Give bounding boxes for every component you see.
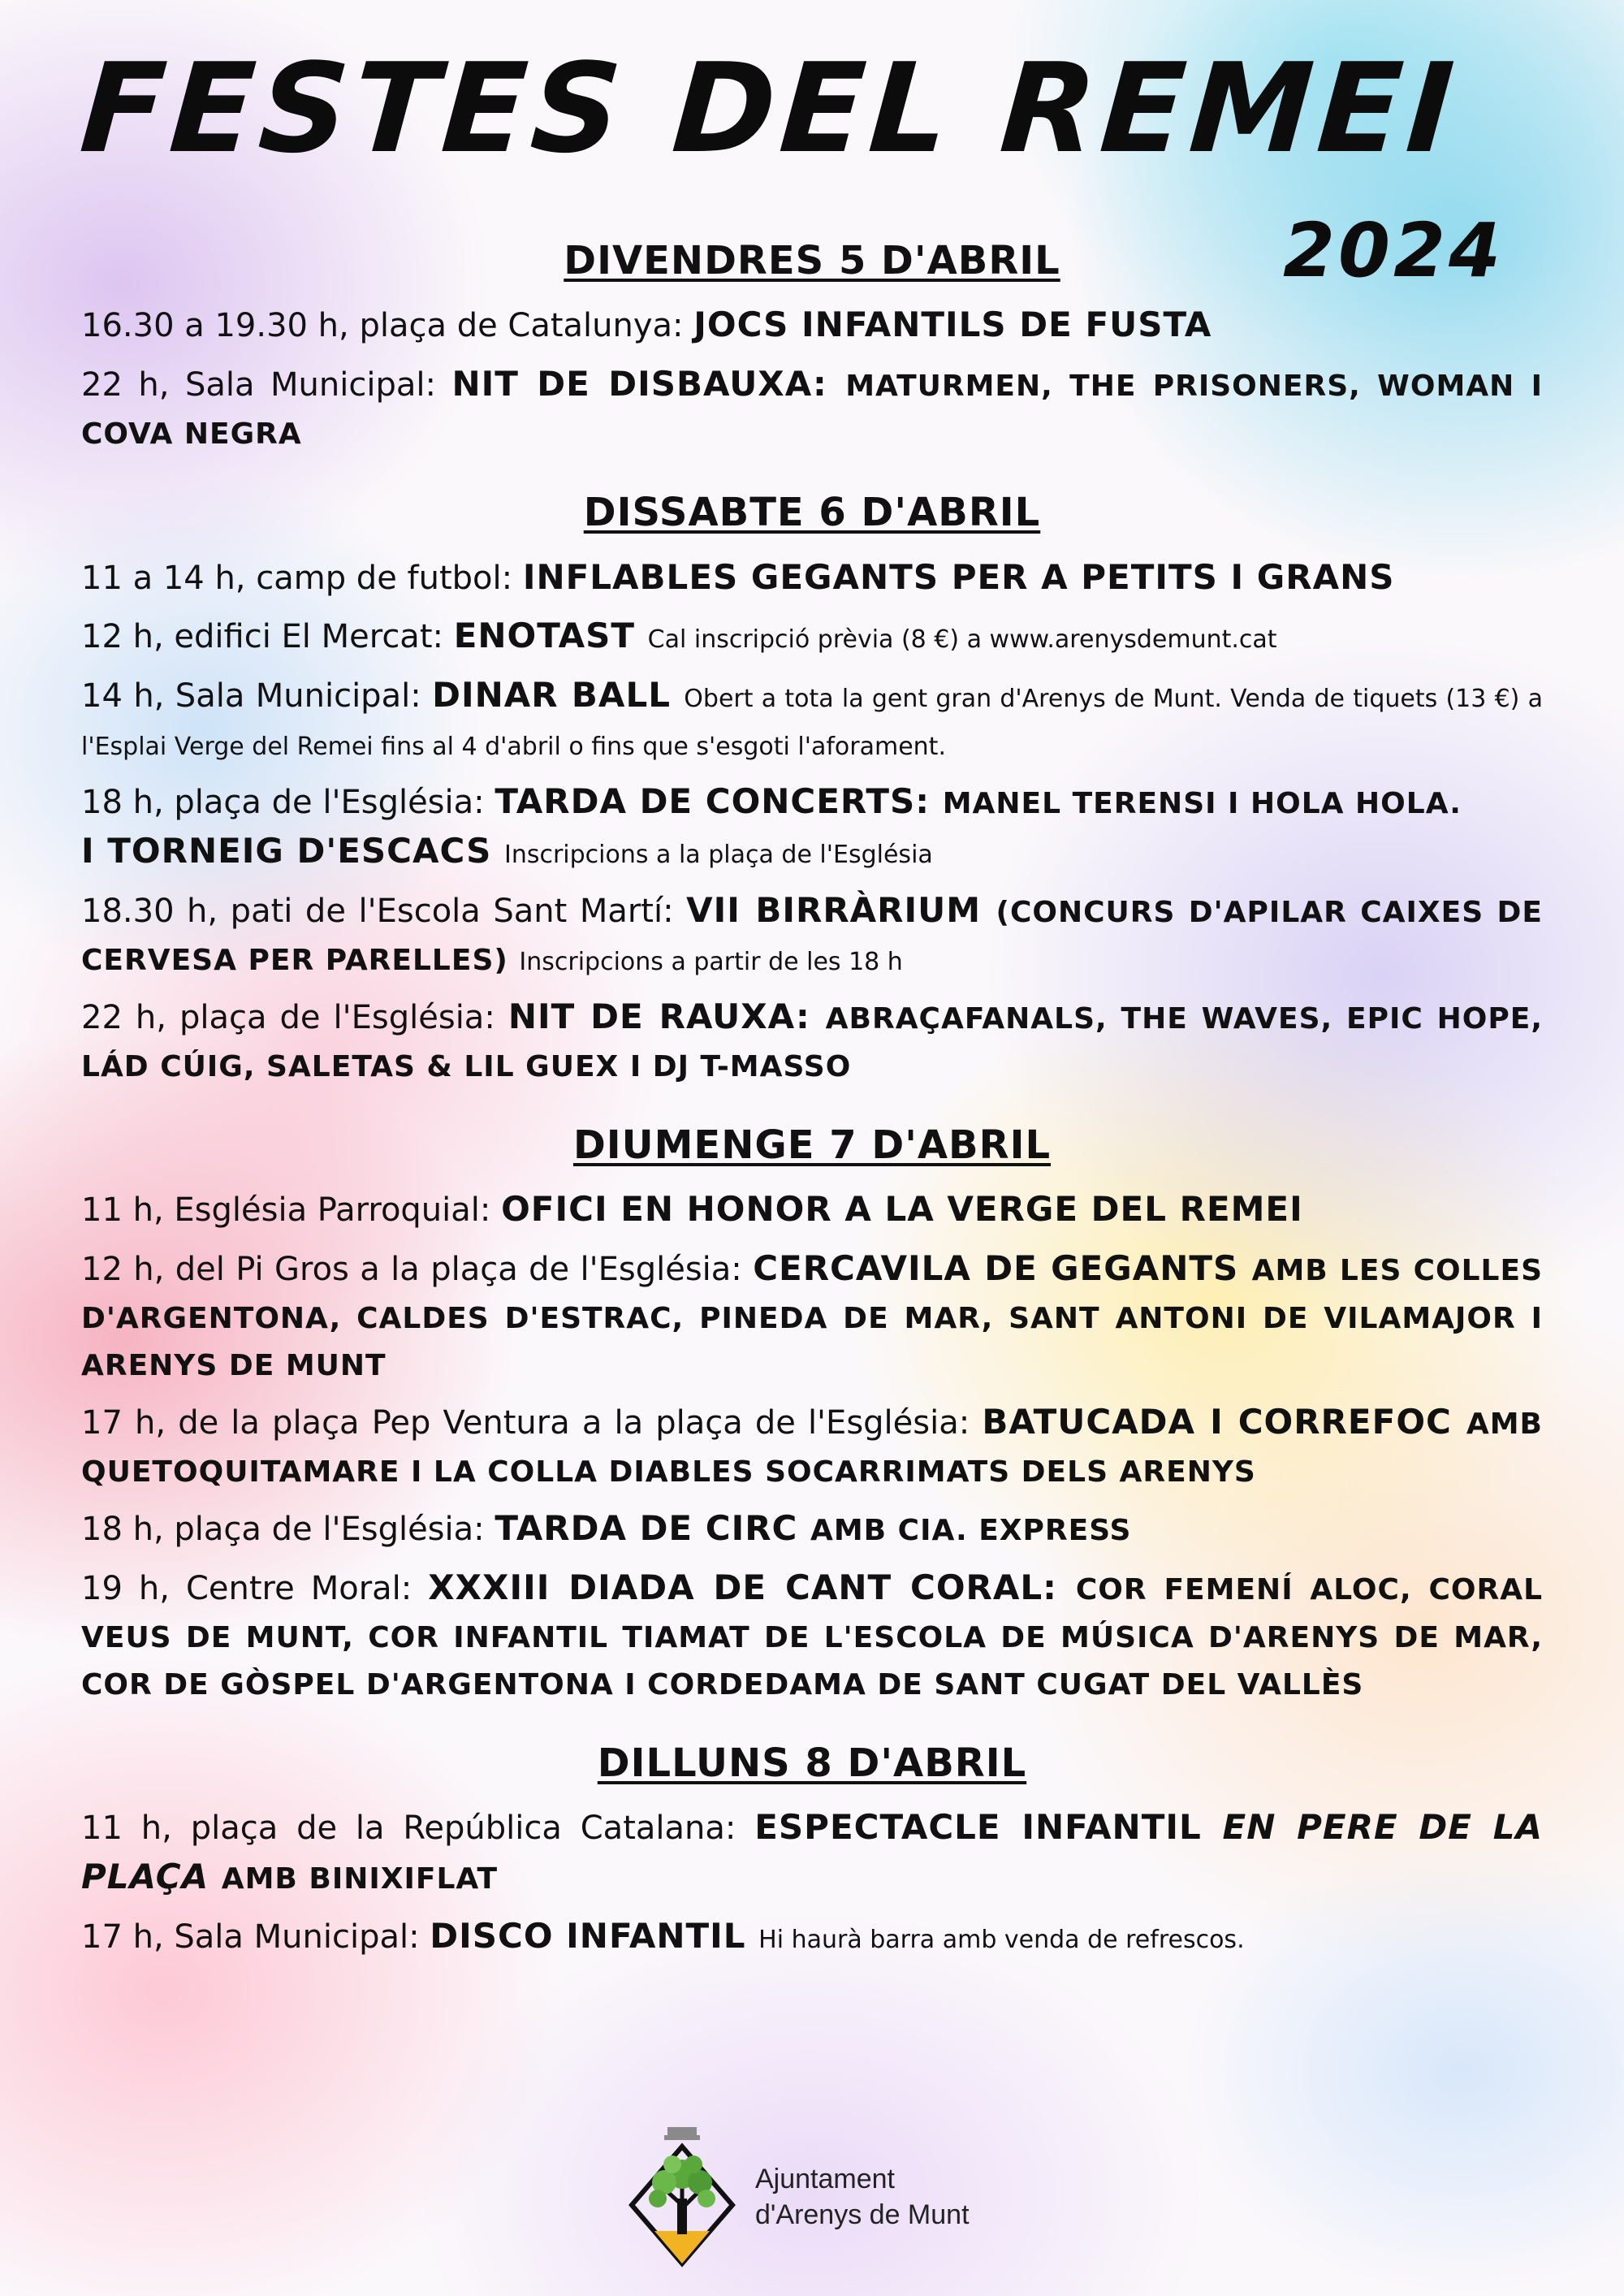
event-note: Inscripcions a la plaça de l'Església bbox=[503, 841, 933, 870]
event-time: 14 h, Sala Municipal: bbox=[81, 677, 433, 716]
event-detail: COR FEMENÍ ALOC, CORAL VEUS DE MUNT, COR INFANTIL TIAMAT DE L'ESCOLA DE MÚSICA D'ARENYS DE MAR, COR DE GÒSPEL D'ARGENTONA I CORDEDAMA DE SANT CUGAT DEL VALLÈS bbox=[81, 1572, 1544, 1701]
event-item bbox=[81, 1803, 1543, 1902]
day-heading: DIUMENGE 7 D'ABRIL bbox=[572, 1122, 1052, 1168]
event-item bbox=[81, 671, 1543, 767]
event-activity: ENOTAST bbox=[453, 616, 648, 656]
event-activity: NIT DE DISBAUXA: bbox=[451, 364, 846, 404]
logo-line-1: Ajuntament bbox=[755, 2163, 895, 2194]
event-activity: TARDA DE CIRC bbox=[495, 1507, 810, 1548]
event-activity: DINAR BALL bbox=[432, 675, 685, 716]
event-note: Cal inscripció prèvia (8 €) a www.arenysdemunt.cat bbox=[647, 625, 1277, 655]
event-activity: XXXIII DIADA DE CANT CORAL: bbox=[428, 1567, 1076, 1607]
event-note: Inscripcions a partir de les 18 h bbox=[519, 947, 903, 976]
day-friday bbox=[81, 236, 1543, 456]
event-item bbox=[81, 360, 1543, 456]
event-activity: ESPECTACLE INFANTIL bbox=[754, 1807, 1223, 1848]
day-heading: DILLUNS 8 D'ABRIL bbox=[597, 1740, 1027, 1786]
event-note: Obert a tota la gent gran d'Arenys de Munt. Venda de tiquets (13 €) a l'Esplai Verge del Remei fins al 4 d'abril o fins que s'esgoti l'aforament. bbox=[81, 685, 1543, 762]
event-time: 18 h, plaça de l'Església: bbox=[81, 1510, 495, 1548]
day-heading: DIVENDRES 5 D'ABRIL bbox=[564, 238, 1060, 283]
event-item bbox=[81, 1504, 1543, 1554]
town-council-logo bbox=[625, 2120, 1031, 2274]
event-activity: BATUCADA I CORREFOC bbox=[982, 1401, 1466, 1442]
event-show-title: EN PERE DE LA PLAÇA bbox=[81, 1807, 1543, 1896]
event-activity: OFICI EN HONOR A LA VERGE DEL REMEI bbox=[501, 1189, 1303, 1230]
event-item bbox=[81, 1912, 1543, 1961]
event-item bbox=[81, 1398, 1543, 1494]
day-sunday bbox=[81, 1120, 1543, 1707]
event-time: 18 h, plaça de l'Església: bbox=[81, 784, 495, 822]
event-item bbox=[81, 1185, 1543, 1234]
event-item bbox=[81, 992, 1543, 1089]
event-note: Hi haurà barra amb venda de refrescos. bbox=[758, 1925, 1245, 1954]
event-time: 17 h, Sala Municipal: bbox=[81, 1918, 430, 1956]
event-item bbox=[81, 553, 1543, 603]
event-detail: AMB LES COLLES D'ARGENTONA, CALDES D'ESTRAC, PINEDA DE MAR, SANT ANTONI DE VILAMAJOR I ARENYS DE MUNT bbox=[81, 1254, 1544, 1382]
event-detail: AMB QUETOQUITAMARE I LA COLLA DIABLES SOCARRIMATS DELS ARENYS bbox=[81, 1407, 1543, 1489]
event-time: 22 h, Sala Municipal: bbox=[81, 366, 452, 404]
event-time: 22 h, plaça de l'Església: bbox=[81, 998, 508, 1036]
event-activity: DISCO INFANTIL bbox=[430, 1915, 759, 1956]
poster-title: FESTES DEL REMEI bbox=[76, 37, 1463, 180]
logo-line-2: d'Arenys de Munt bbox=[755, 2199, 970, 2230]
event-activity: NIT DE RAUXA: bbox=[508, 996, 826, 1036]
event-time: 19 h, Centre Moral: bbox=[81, 1569, 429, 1607]
event-time: 11 h, plaça de la República Catalana: bbox=[81, 1810, 755, 1848]
event-detail: MANEL TERENSI I HOLA HOLA. bbox=[942, 787, 1462, 821]
event-item bbox=[81, 1244, 1543, 1388]
event-activity: CERCAVILA DE GEGANTS bbox=[753, 1248, 1252, 1289]
event-activity: TARDA DE CONCERTS: bbox=[495, 781, 943, 822]
event-time: 11 h, Església Parroquial: bbox=[81, 1191, 502, 1230]
event-detail: AMB BINIXIFLAT bbox=[221, 1861, 499, 1896]
tree-crest-icon bbox=[625, 2124, 739, 2270]
day-heading: DISSABTE 6 D'ABRIL bbox=[583, 490, 1041, 536]
event-time: 12 h, del Pi Gros a la plaça de l'Església: bbox=[81, 1251, 754, 1289]
event-item bbox=[81, 886, 1543, 983]
event-time: 18.30 h, pati de l'Escola Sant Martí: bbox=[81, 893, 687, 931]
event-detail: MATURMEN, THE PRISONERS, WOMAN I COVA NEGRA bbox=[81, 370, 1543, 452]
event-detail: ABRAÇAFANALS, THE WAVES, EPIC HOPE, LÁD CÚIG, SALETAS & LIL GUEX I DJ T-MASSO bbox=[81, 1001, 1544, 1083]
event-item bbox=[81, 612, 1543, 661]
event-activity: JOCS INFANTILS DE FUSTA bbox=[693, 305, 1212, 345]
program bbox=[81, 236, 1543, 1971]
event-activity: INFLABLES GEGANTS PER A PETITS I GRANS bbox=[522, 556, 1395, 597]
event-detail: (CONCURS D'APILAR CAIXES DE CERVESA PER PARELLES) bbox=[81, 896, 1544, 977]
event-activity-secondary: I TORNEIG D'ESCACS bbox=[81, 831, 504, 871]
event-time: 12 h, edifici El Mercat: bbox=[81, 618, 454, 656]
poster-year: 2024 bbox=[1283, 207, 1505, 294]
event-item bbox=[81, 777, 1543, 876]
event-item bbox=[81, 301, 1543, 350]
event-activity: VII BIRRÀRIUM bbox=[686, 890, 996, 931]
event-time: 16.30 a 19.30 h, plaça de Catalunya: bbox=[81, 307, 694, 345]
event-detail: AMB CIA. EXPRESS bbox=[810, 1513, 1132, 1547]
day-saturday bbox=[81, 487, 1543, 1089]
town-council-name bbox=[755, 2161, 970, 2233]
event-item bbox=[81, 1563, 1543, 1707]
event-time: 11 a 14 h, camp de futbol: bbox=[81, 559, 523, 597]
day-monday bbox=[81, 1738, 1543, 1961]
event-time: 17 h, de la plaça Pep Ventura a la plaça de l'Església: bbox=[81, 1403, 983, 1442]
